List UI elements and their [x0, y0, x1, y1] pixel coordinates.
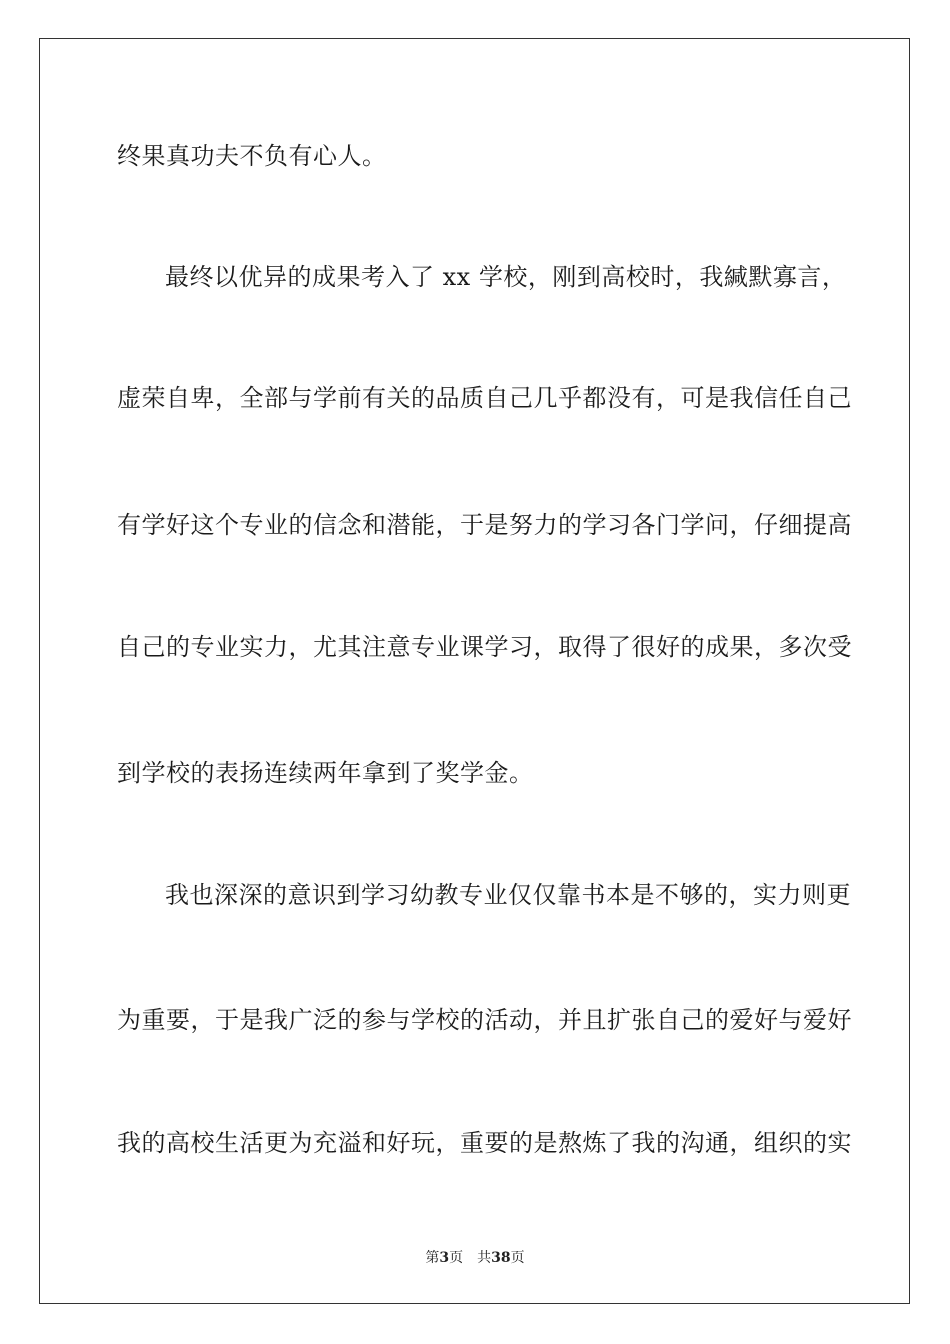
text-line: 我也深深的意识到学习幼教专业仅仅靠书本是不够的，实力则更 — [165, 881, 851, 909]
text-line: 终果真功夫不负有心人。 — [117, 142, 387, 170]
text-line: 我的高校生活更为充溢和好玩，重要的是熬炼了我的沟通，组织的实 — [117, 1129, 852, 1157]
total-pages: 38 — [491, 1250, 511, 1266]
text-line: 虚荣自卑，全部与学前有关的品质自己几乎都没有，可是我信任自己 — [117, 384, 852, 412]
page-footer — [0, 1249, 950, 1267]
text-line: 为重要，于是我广泛的参与学校的活动，并且扩张自己的爱好与爱好 — [117, 1006, 852, 1034]
text-line: 有学好这个专业的信念和潜能，于是努力的学习各门学问，仔细提高 — [117, 511, 852, 539]
page-number: 3 — [439, 1250, 450, 1266]
page-prefix: 第 — [425, 1250, 440, 1266]
text-line: 自己的专业实力，尤其注意专业课学习，取得了很好的成果，多次受 — [117, 633, 852, 661]
text-line: 最终以优异的成果考入了 xx 学校，刚到高校时，我緘默寡言， — [165, 263, 847, 291]
page-border — [39, 38, 910, 1304]
total-suffix: 页 — [510, 1250, 525, 1266]
total-prefix: 共 — [477, 1250, 492, 1266]
page-suffix: 页 — [449, 1250, 464, 1266]
text-line: 到学校的表扬连续两年拿到了奖学金。 — [117, 759, 534, 787]
